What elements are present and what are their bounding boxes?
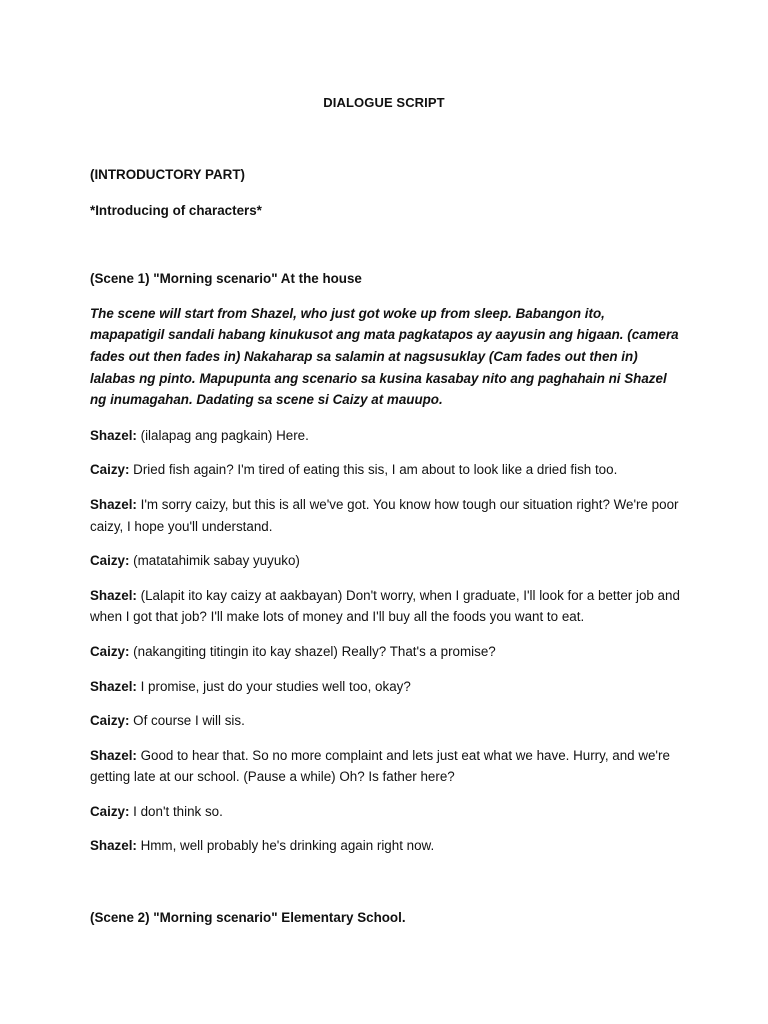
dialogue-list bbox=[90, 425, 680, 857]
dialogue-text: Good to hear that. So no more complaint and lets just eat what we have. Hurry, and we're getting late at our school. (Pause a while) Oh? Is father here? bbox=[90, 747, 670, 785]
speaker-name: Shazel: bbox=[90, 747, 137, 763]
dialogue-line bbox=[90, 710, 680, 732]
dialogue-line bbox=[90, 585, 680, 628]
dialogue-text: (nakangiting titingin ito kay shazel) Really? That's a promise? bbox=[129, 643, 496, 659]
dialogue-line bbox=[90, 801, 680, 823]
dialogue-line bbox=[90, 425, 680, 447]
scene-1-description: The scene will start from Shazel, who just got woke up from sleep. Babangon ito, mapapatigil sandali habang kinukusot ang mata pagkatapos ay aayusin ang higaan. (camera fades out then fades in) Nakaharap sa salamin at nagsusuklay (Cam fades out then in) lalabas ng pinto. Mapupunta ang scenario sa kusina kasabay nito ang paghahain ni Shazel ng inumagahan. Dadating sa scene si Caizy at mauupo. bbox=[90, 305, 679, 408]
scene-1-heading: (Scene 1) "Morning scenario" At the house bbox=[90, 271, 362, 287]
speaker-name: Shazel: bbox=[90, 496, 137, 512]
dialogue-line bbox=[90, 494, 680, 537]
dialogue-text: (matatahimik sabay yuyuko) bbox=[129, 553, 300, 569]
document-body bbox=[90, 164, 680, 929]
dialogue-text: Dried fish again? I'm tired of eating this sis, I am about to look like a dried fish too. bbox=[129, 462, 618, 478]
scene-2-heading: (Scene 2) "Morning scenario" Elementary School. bbox=[90, 910, 406, 926]
dialogue-line bbox=[90, 550, 680, 572]
document-title: DIALOGUE SCRIPT bbox=[323, 95, 445, 110]
dialogue-line bbox=[90, 459, 680, 481]
dialogue-text: I promise, just do your studies well too, okay? bbox=[136, 678, 411, 694]
intro-heading: (INTRODUCTORY PART) bbox=[90, 167, 245, 182]
dialogue-text: Hmm, well probably he's drinking again right now. bbox=[136, 838, 435, 854]
speaker-name: Shazel: bbox=[90, 678, 137, 694]
speaker-name: Shazel: bbox=[90, 838, 137, 854]
dialogue-text: (ilalapag ang pagkain) Here. bbox=[136, 427, 309, 443]
speaker-name: Caizy: bbox=[90, 462, 130, 478]
speaker-name: Caizy: bbox=[90, 643, 130, 659]
speaker-name: Caizy: bbox=[90, 803, 130, 819]
dialogue-line bbox=[90, 676, 680, 698]
dialogue-text: I don't think so. bbox=[129, 803, 223, 819]
dialogue-line bbox=[90, 835, 680, 857]
speaker-name: Caizy: bbox=[90, 713, 130, 729]
dialogue-line bbox=[90, 641, 680, 663]
speaker-name: Shazel: bbox=[90, 427, 137, 443]
dialogue-line bbox=[90, 745, 680, 788]
speaker-name: Caizy: bbox=[90, 553, 130, 569]
intro-note: *Introducing of characters* bbox=[90, 202, 262, 218]
dialogue-text: Of course I will sis. bbox=[129, 713, 245, 729]
dialogue-text: (Lalapit ito kay caizy at aakbayan) Don't worry, when I graduate, I'll look for a better job and when I got that job? I'll make lots of money and I'll buy all the foods you want to eat. bbox=[90, 587, 680, 625]
speaker-name: Shazel: bbox=[90, 587, 137, 603]
dialogue-text: I'm sorry caizy, but this is all we've got. You know how tough our situation right? We're poor caizy, I hope you'll understand. bbox=[90, 496, 679, 534]
